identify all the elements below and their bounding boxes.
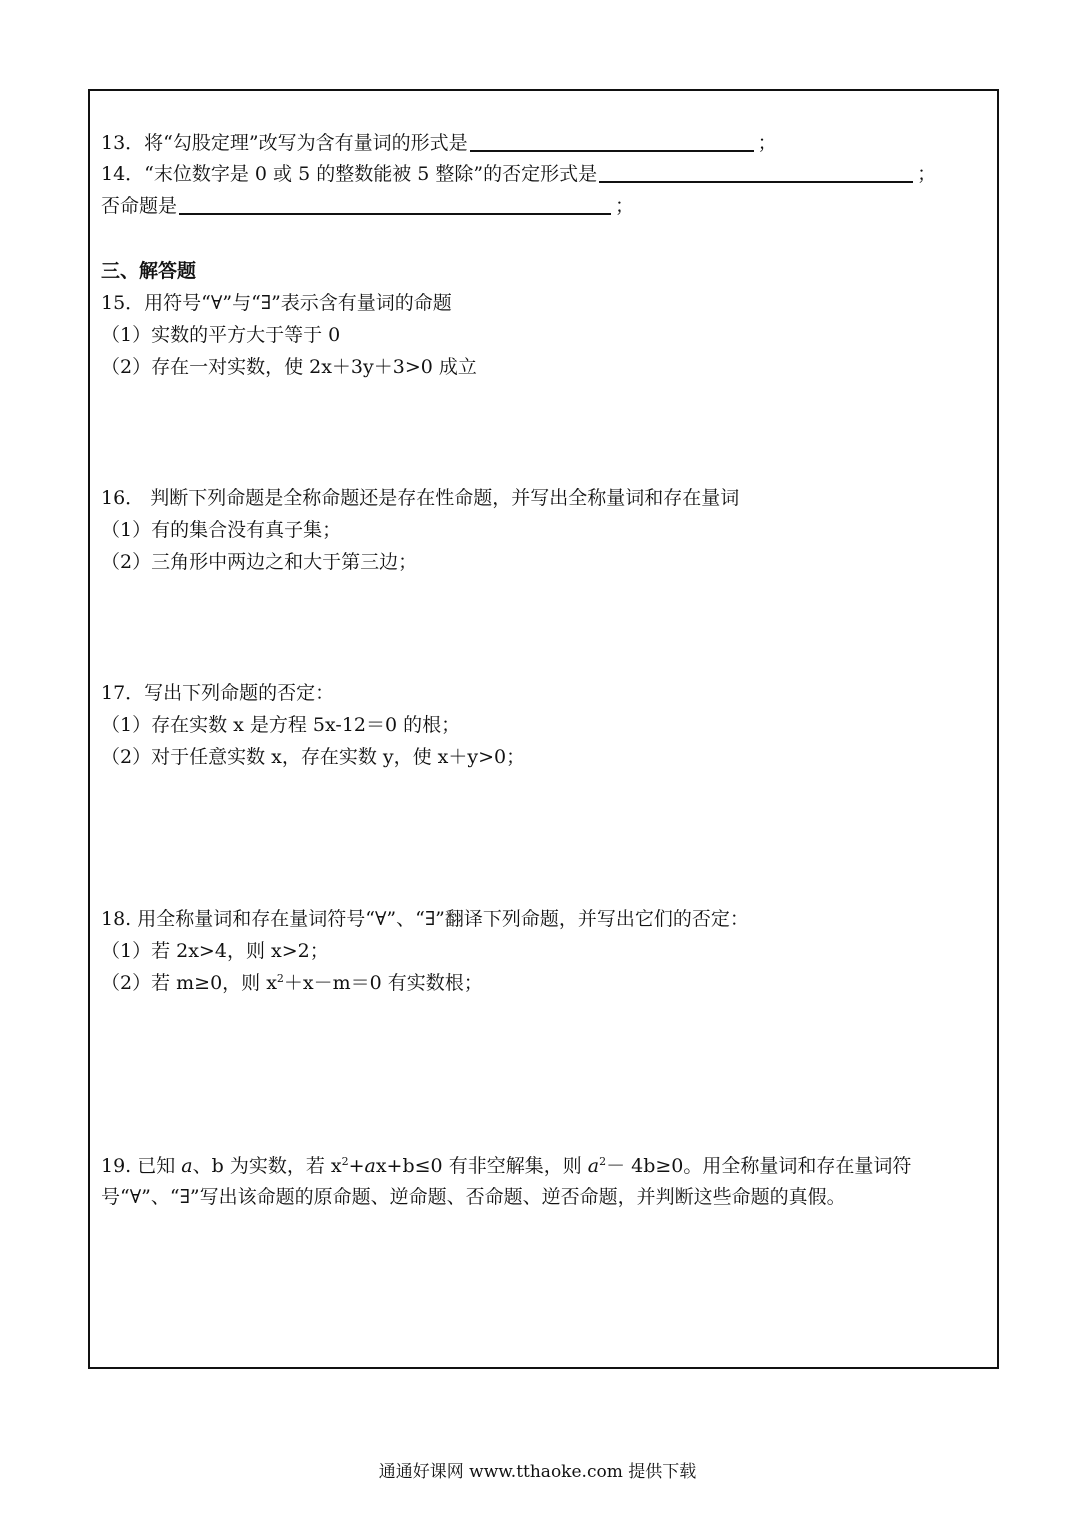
q16-stem: 16． 判断下列命题是全称命题还是存在性命题，并写出全称量词和存在量词 — [101, 487, 740, 509]
q14-text: 14．“末位数字是 0 或 5 的整数能被 5 整除”的否定形式是 — [101, 163, 598, 185]
q14-end: ； — [917, 163, 937, 185]
q17-item-1: （1）存在实数 x 是方程 5x-12＝0 的根； — [101, 714, 461, 736]
q18-stem: 18. 用全称量词和存在量词符号“∀”、“∃”翻译下列命题，并写出它们的否定： — [101, 908, 749, 930]
q18-item-2-b: ＋x－m＝0 有实数根； — [283, 972, 483, 994]
q19-exponent-2: 2 — [599, 1155, 607, 1168]
q18-item-2-exponent: 2 — [276, 972, 284, 985]
q14-line2-text: 否命题是 — [101, 195, 178, 217]
question-14-line2 — [101, 193, 634, 219]
q13-end: ； — [757, 132, 777, 154]
q16-item-2: （2）三角形中两边之和大于第三边； — [101, 551, 418, 573]
q14-line2-end: ； — [615, 195, 635, 217]
section-title: 三、解答题 — [101, 260, 197, 282]
q19-var-a-2: a — [364, 1155, 376, 1177]
q15-stem: 15．用符号“∀”与“∃”表示含有量词的命题 — [101, 292, 452, 314]
q17-item-2: （2）对于任意实数 x，存在实数 y，使 x＋y>0； — [101, 746, 526, 768]
q19-part-5: － 4b≥0。用全称量词和存在量词符 — [606, 1155, 912, 1177]
q18-item-2 — [101, 970, 483, 996]
q19-line-1 — [101, 1153, 911, 1179]
q16-item-1: （1）有的集合没有真子集； — [101, 519, 342, 541]
q19-part-4: x+b≤0 有非空解集，则 — [375, 1155, 588, 1177]
q19-var-a: a — [181, 1155, 193, 1177]
q13-answer-blank[interactable] — [470, 130, 754, 152]
q18-item-1: （1）若 2x>4，则 x>2； — [101, 940, 329, 962]
q19-part-1: 19. 已知 — [101, 1155, 182, 1177]
q14-negation-blank[interactable] — [599, 161, 913, 183]
question-14 — [101, 161, 936, 187]
q18-item-2-a: （2）若 m≥0，则 x — [101, 972, 277, 994]
q19-var-a-3: a — [587, 1155, 600, 1177]
question-13 — [101, 130, 777, 156]
q15-item-2: （2）存在一对实数，使 2x＋3y＋3>0 成立 — [101, 356, 477, 378]
q13-text: 13．将“勾股定理”改写为含有量词的形式是 — [101, 132, 468, 154]
footer-credit: 通通好课网 www.tthaoke.com 提供下载 — [378, 1462, 697, 1482]
q19-part-3: + — [348, 1155, 365, 1177]
q14-inverse-blank[interactable] — [179, 193, 611, 215]
q17-stem: 17．写出下列命题的否定： — [101, 682, 335, 704]
q19-line-2: 号“∀”、“∃”写出该命题的原命题、逆命题、否命题、逆否命题，并判断这些命题的真假。 — [101, 1186, 846, 1208]
q19-part-2: 、b 为实数，若 x — [192, 1155, 342, 1177]
q15-item-1: （1）实数的平方大于等于 0 — [101, 324, 341, 346]
q19-exponent-1: 2 — [341, 1155, 349, 1168]
